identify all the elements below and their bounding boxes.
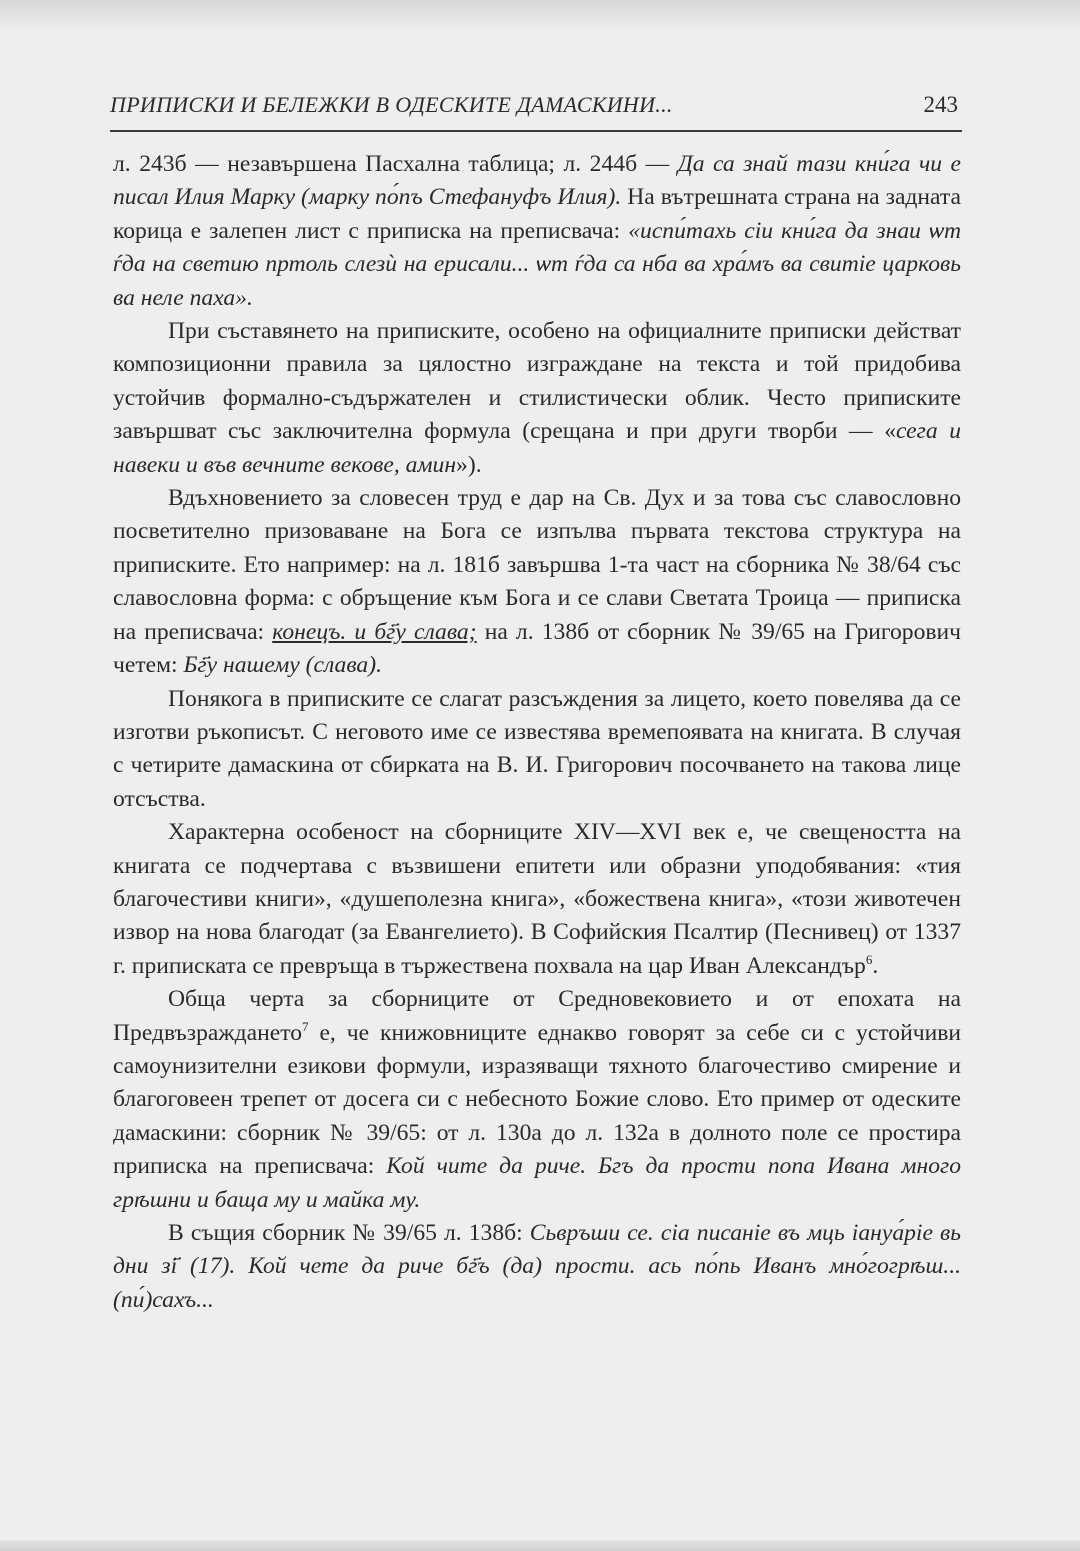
paragraph-2 <box>113 315 961 482</box>
quotation: Бг҃у нашему (слава). <box>183 652 382 679</box>
quotation: Да са знай тази кни́га чи е писал Илия Марку (марку по́пъ Стефануфъ Илия). <box>113 151 961 211</box>
paragraph-6 <box>113 983 961 1217</box>
page-header <box>110 88 962 132</box>
page-shadow <box>0 0 1080 30</box>
quotation: конецъ. и бг҃у слава; <box>272 618 477 645</box>
quotation: Сьвръши се. сіа писаніе въ мць іануа́ріе вь дни зі҃ (17). Кой чете да риче бг҃ъ (да) прости. ась по́пь Иванъ мно́гогрѣш...(пи́)сахъ... <box>113 1220 961 1313</box>
paragraph-text: Вдъхновението за словесен труд е дар на Св. Дух и за това със славословно посветително призоваване на Бога се изпълва първата текстова структура на приписките. Ето например: на л. 181б завършва 1-та част на сборника № 38/64 със славословна форма: с обръщение към Бога и се слави Светата Троица — приписка на преписвача: <box>113 485 961 645</box>
footnote-ref: 6 <box>865 951 873 967</box>
quotation: «испи́тахь сіи кни́га да знаи ѡт ѓда на светию пртоль слезѝ на ерисали... ѡт ѓда са нба ва хра́мъ ва свитіе царковь ва неле паха». <box>113 217 961 311</box>
paragraph-4 <box>113 683 961 817</box>
paragraph-text: Характерна особеност на сборниците XIV—XVI век е, че свещеността на книгата се подчертава с възвишени епитети или образни уподобявания: «тия благочестиви книги», «душеполезна книга», «божествена книга», «този животечен извор на нова благодат (за Евангелието). В Софийския Псалтир (Песнивец) от 1337 г. приписката се превръща в тържествена похвала на цар Иван Александър <box>113 819 961 979</box>
paragraph-text: л. 243б — незавършена Пасхална таблица; л. 244б — <box>113 151 678 177</box>
paragraph-text: е, че книжовниците еднакво говорят за себе си с устойчиви самоунизителни езикови формули, изразяващи тяхното благочестиво смирение и благоговеен трепет от досега си с небесното Божие слово. Ето пример от одеските дамаскини: сборник № 39/65: от л. 130а до л. 132а в долното поле се простира приписка на преписвача: <box>113 1019 961 1180</box>
paragraph-7 <box>113 1217 961 1317</box>
paragraph-5 <box>113 816 961 983</box>
paragraph-text: Понякога в приписките се слагат разсъждения за лицето, което повелява да се изготви ръкописът. С неговото име се известява времепоявата на книгата. В случая с четирите дамаскина от сбирката на В. И. Григорович посочването на такова лице отсъства. <box>113 685 961 812</box>
quotation: сега и навеки и във вечните векове, амин <box>113 418 961 478</box>
running-head: ПРИПИСКИ И БЕЛЕЖКИ В ОДЕСКИТЕ ДАМАСКИНИ... <box>110 92 673 117</box>
paragraph-text: на л. 138б от сборник № 39/65 на Григорович четем: <box>113 618 962 679</box>
page-number: 243 <box>923 92 958 117</box>
paragraph-text: »). <box>456 451 482 478</box>
paragraph-3 <box>113 482 961 682</box>
paragraph-text: При съставянето на приписките, особено на официалните приписки действат композиционни правила за цялостно изграждане на текста и той придобива устойчив формално-съдържателен и стилистически облик. Често приписките завършват със заключителна формула (срещана и при други творби — « <box>113 318 961 445</box>
body-text <box>113 148 961 1317</box>
page-bottom-edge <box>0 1540 1080 1551</box>
footnote-ref: 7 <box>302 1018 309 1034</box>
paragraph-text: . <box>872 952 879 979</box>
quotation: Кой чите да риче. Бгъ да прости попа Ивана много грѣшни и баща му и майка му. <box>113 1153 961 1213</box>
paragraph-text: Обща черта за сборниците от Средновековието и от епохата на Предвъзраждането <box>113 986 961 1046</box>
paragraph-text: На вътрешната страна на задната корица е залепен лист с приписка на преписвача: <box>113 184 961 244</box>
paragraph-1 <box>113 148 961 315</box>
paragraph-text: В същия сборник № 39/65 л. 138б: <box>168 1220 530 1246</box>
